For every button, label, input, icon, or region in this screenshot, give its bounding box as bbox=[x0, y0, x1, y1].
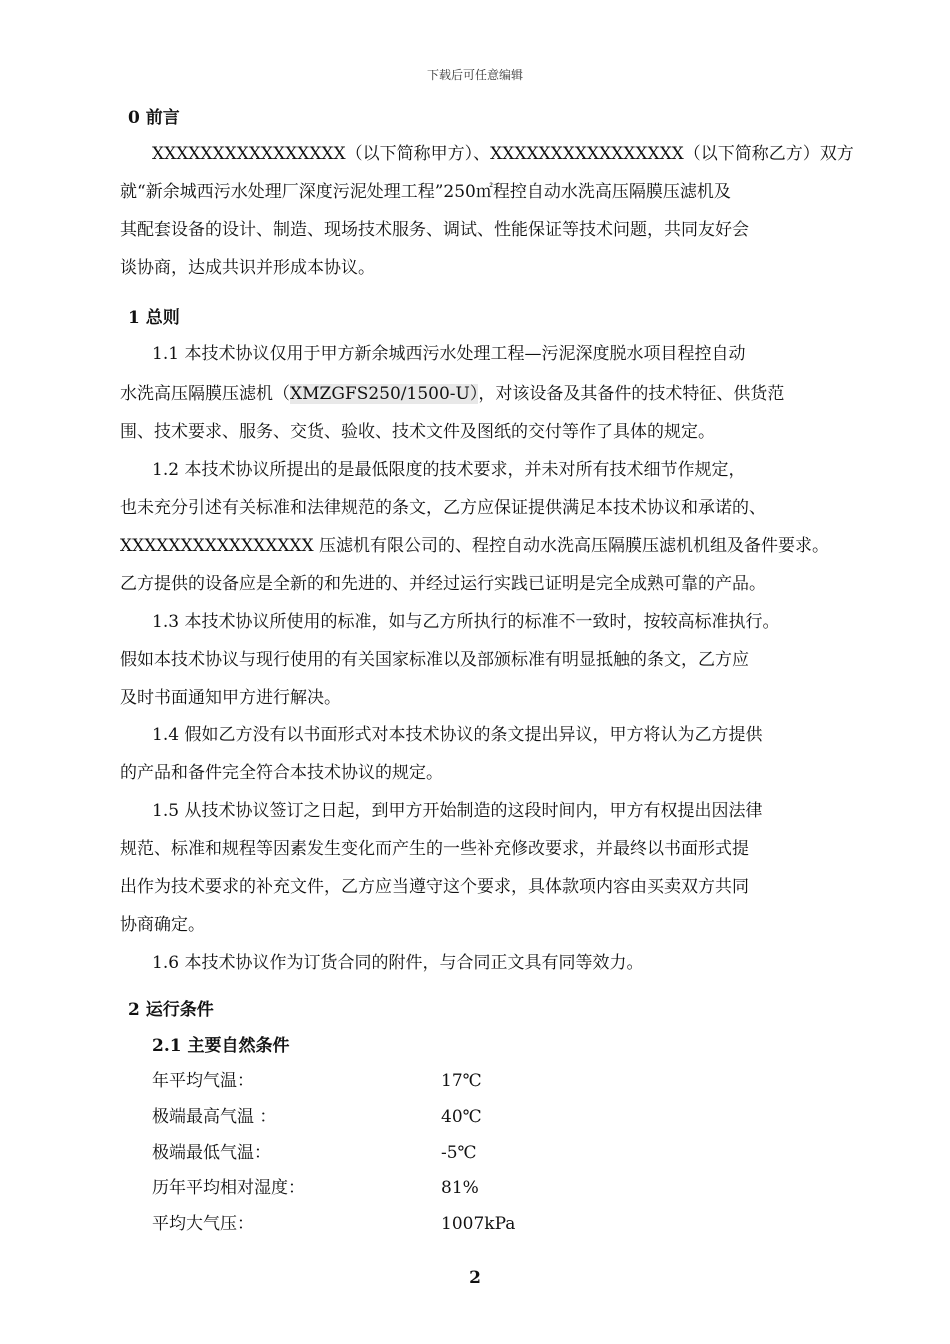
condition-label: 年平均气温： bbox=[152, 1071, 254, 1091]
model-number: XMZGFS250/1500-U） bbox=[290, 384, 479, 404]
clause-1-1-line-1: 1.1 本技术协议仅用于甲方新余城西污水处理工程—污泥深度脱水项目程控自动 bbox=[152, 344, 746, 364]
condition-value: -5℃ bbox=[441, 1143, 477, 1163]
subsection-heading-natural-conditions: 2.1 主要自然条件 bbox=[152, 1036, 290, 1056]
section-heading-preface: 0 前言 bbox=[128, 108, 180, 128]
clause-1-2-line-4: 乙方提供的设备应是全新的和先进的、并经过运行实践已证明是完全成熟可靠的产品。 bbox=[120, 574, 766, 594]
clause-1-2-line-3: XXXXXXXXXXXXXXXX 压滤机有限公司的、程控自动水洗高压隔膜压滤机机组及备件要求。 bbox=[120, 536, 830, 556]
clause-1-5-line-4: 协商确定。 bbox=[120, 915, 205, 935]
section-heading-operation: 2 运行条件 bbox=[128, 1000, 214, 1020]
clause-1-1-line-3: 围、技术要求、服务、交货、验收、技术文件及图纸的交付等作了具体的规定。 bbox=[120, 422, 715, 442]
clause-1-1-text: ，对该设备及其备件的技术特征、供货范 bbox=[478, 384, 785, 404]
clause-1-4-line-1: 1.4 假如乙方没有以书面形式对本技术协议的条文提出异议，甲方将认为乙方提供 bbox=[152, 725, 763, 745]
condition-value: 17℃ bbox=[441, 1071, 482, 1091]
clause-1-5-line-2: 规范、标准和规程等因素发生变化而产生的一些补充修改要求，并最终以书面形式提 bbox=[120, 839, 749, 859]
condition-value: 40℃ bbox=[441, 1107, 482, 1127]
clause-1-2-line-1: 1.2 本技术协议所提出的是最低限度的技术要求，并未对所有技术细节作规定， bbox=[152, 460, 746, 480]
clause-1-4-line-2: 的产品和备件完全符合本技术协议的规定。 bbox=[120, 763, 443, 783]
page-header: 下载后可任意编辑 bbox=[426, 68, 523, 82]
section-heading-general: 1 总则 bbox=[128, 308, 180, 328]
clause-1-2-line-2: 也未充分引述有关标准和法律规范的条文，乙方应保证提供满足本技术协议和承诺的、 bbox=[120, 498, 766, 518]
clause-1-1-text: 水洗高压隔膜压滤机（ bbox=[120, 384, 290, 404]
preface-line-4: 谈协商，达成共识并形成本协议。 bbox=[120, 258, 375, 278]
page-number: 2 bbox=[469, 1268, 481, 1288]
condition-label: 极端最低气温： bbox=[152, 1143, 271, 1163]
condition-value: 81% bbox=[441, 1178, 479, 1198]
preface-line-2: 就“新余城西污水处理厂深度污泥处理工程”250㎡程控自动水洗高压隔膜压滤机及 bbox=[120, 182, 731, 202]
clause-1-3-line-1: 1.3 本技术协议所使用的标准，如与乙方所执行的标准不一致时，按较高标准执行。 bbox=[152, 612, 780, 632]
condition-label: 历年平均相对湿度： bbox=[152, 1178, 305, 1198]
condition-value: 1007kPa bbox=[441, 1214, 516, 1234]
condition-label: 平均大气压： bbox=[152, 1214, 254, 1234]
clause-1-5-line-3: 出作为技术要求的补充文件，乙方应当遵守这个要求，具体款项内容由买卖双方共同 bbox=[120, 877, 749, 897]
preface-line-3: 其配套设备的设计、制造、现场技术服务、调试、性能保证等技术问题，共同友好会 bbox=[120, 220, 749, 240]
clause-1-5-line-1: 1.5 从技术协议签订之日起，到甲方开始制造的这段时间内，甲方有权提出因法律 bbox=[152, 801, 763, 821]
clause-1-1-line-2 bbox=[120, 383, 784, 405]
clause-1-6-line-1: 1.6 本技术协议作为订货合同的附件，与合同正文具有同等效力。 bbox=[152, 953, 644, 973]
clause-1-3-line-2: 假如本技术协议与现行使用的有关国家标准以及部颁标准有明显抵触的条文，乙方应 bbox=[120, 650, 749, 670]
condition-label: 极端最高气温 ： bbox=[152, 1107, 277, 1127]
clause-1-3-line-3: 及时书面通知甲方进行解决。 bbox=[120, 688, 341, 708]
preface-line-1: XXXXXXXXXXXXXXXX（以下简称甲方）、XXXXXXXXXXXXXXXX（以下简称乙方）双方 bbox=[152, 144, 854, 164]
